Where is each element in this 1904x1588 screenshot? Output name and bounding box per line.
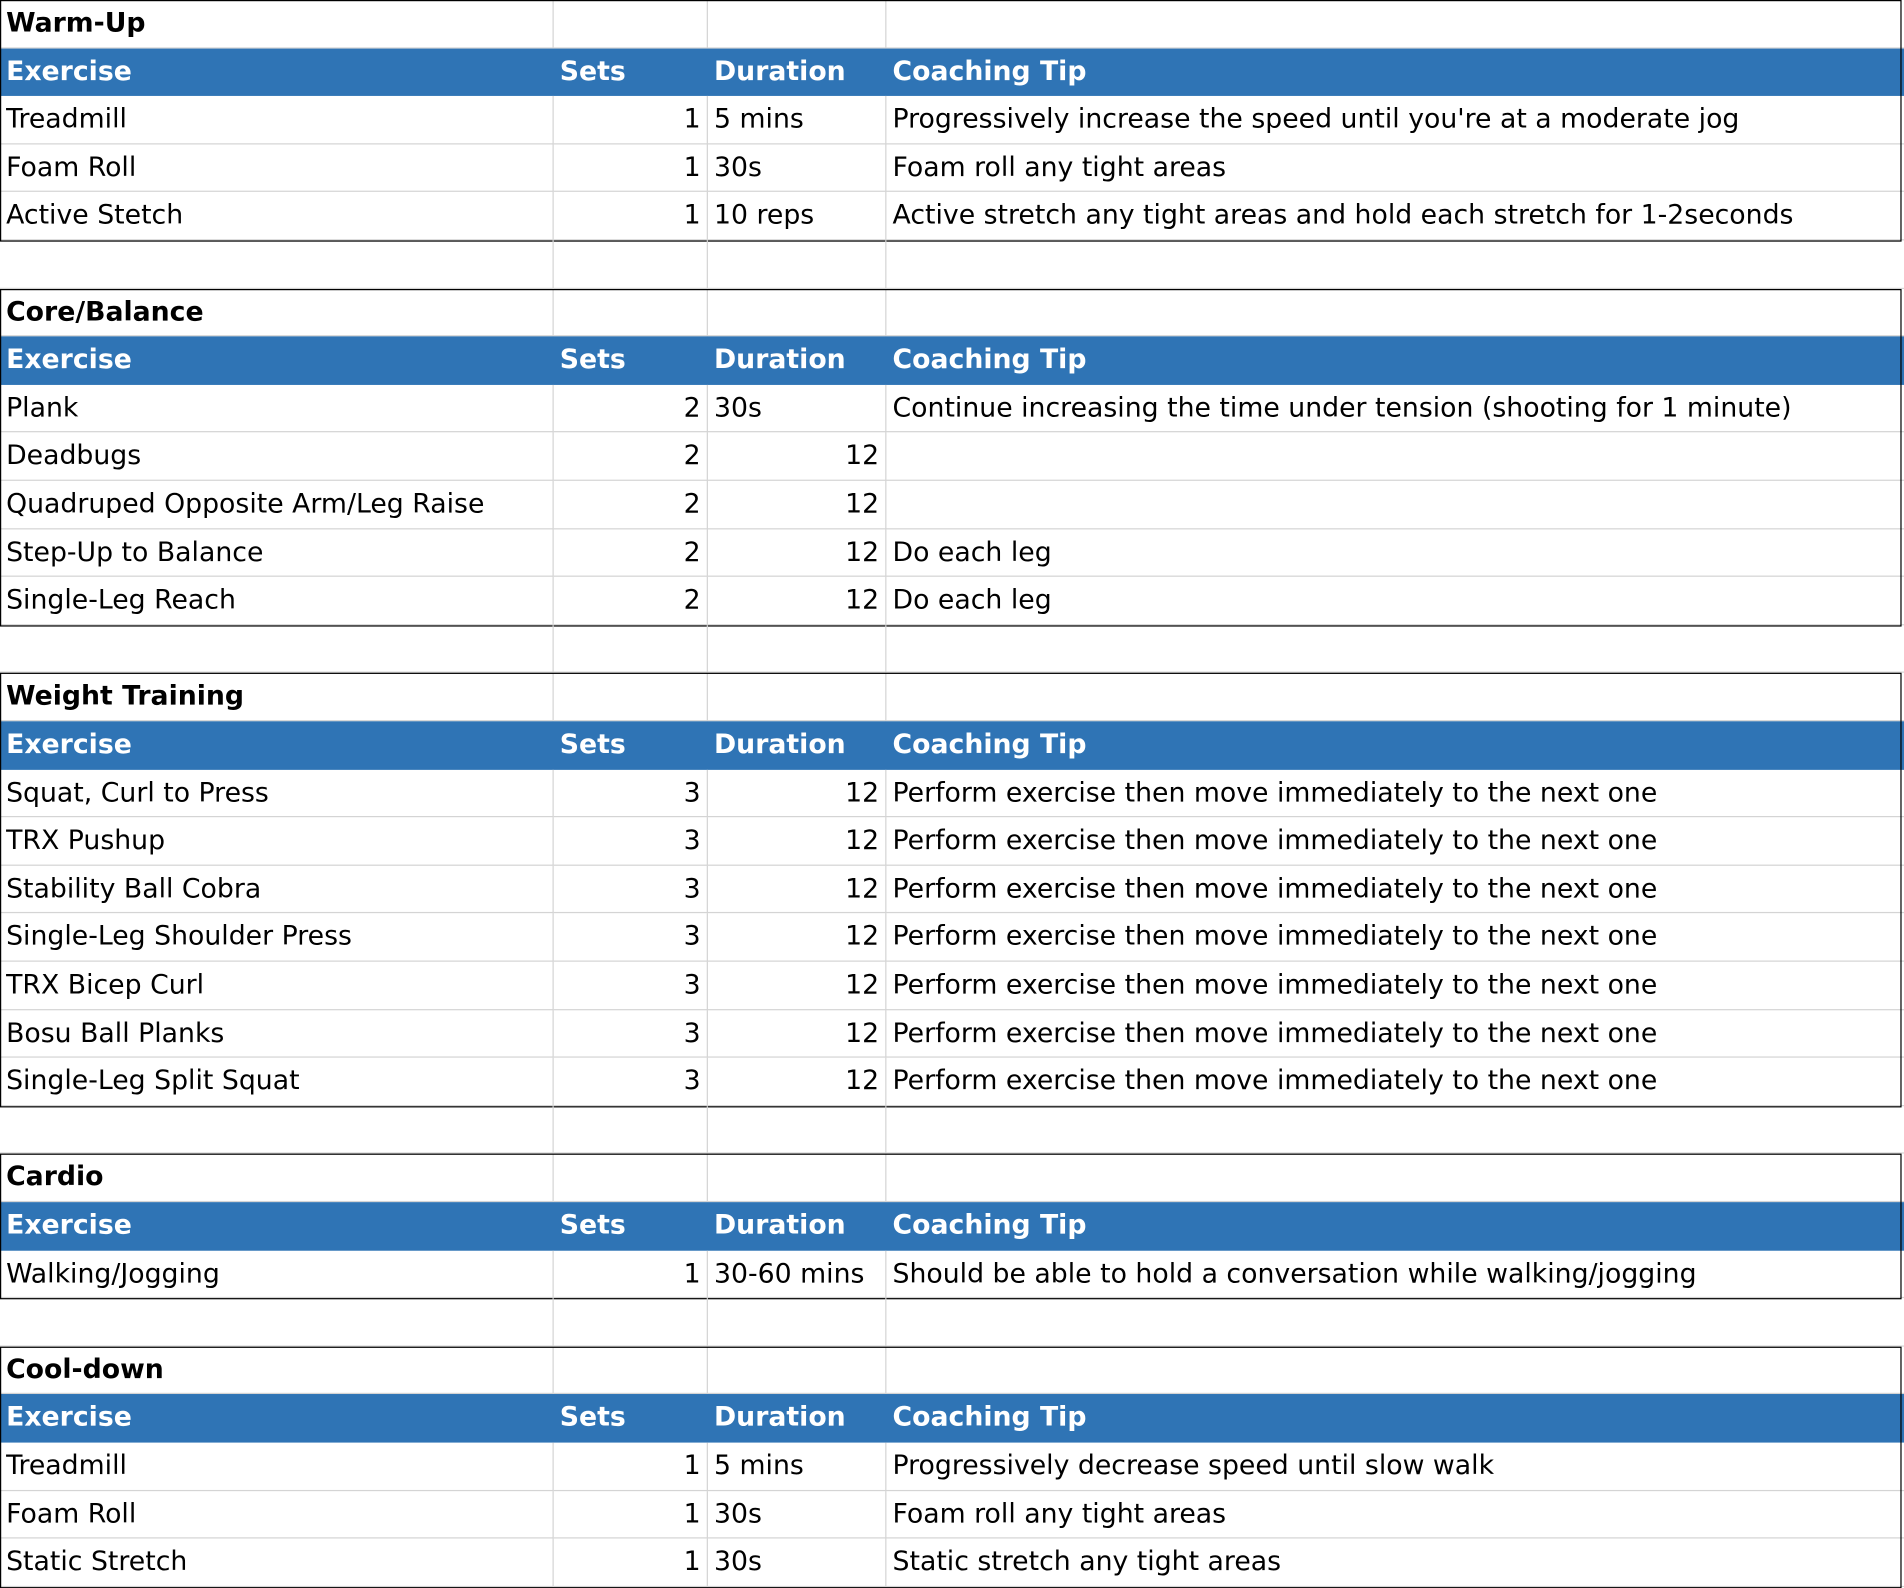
- header-coaching-tip[interactable]: Coaching Tip: [892, 1402, 1087, 1434]
- empty-cell[interactable]: [708, 1106, 887, 1154]
- coaching-tip-cell[interactable]: Perform exercise then move immediately to the next one: [886, 962, 1904, 1010]
- coaching-tip-cell[interactable]: Perform exercise then move immediately to the next one: [886, 769, 1904, 817]
- empty-cell[interactable]: [554, 673, 708, 721]
- duration-cell[interactable]: 30-60 mins: [708, 1250, 887, 1298]
- exercise-cell[interactable]: Squat, Curl to Press: [0, 769, 554, 817]
- coaching-tip-cell[interactable]: Continue increasing the time under tension (shooting for 1 minute): [886, 385, 1904, 433]
- empty-cell[interactable]: [0, 240, 554, 288]
- empty-cell[interactable]: [886, 673, 1904, 721]
- table-row: [0, 481, 1904, 529]
- header-exercise[interactable]: Exercise: [6, 729, 132, 761]
- table-row: [0, 1539, 1904, 1587]
- table-row: [0, 1491, 1904, 1539]
- sets-cell[interactable]: 3: [554, 769, 708, 817]
- exercise-cell[interactable]: Static Stretch: [0, 1539, 554, 1587]
- sets-cell[interactable]: 3: [554, 866, 708, 914]
- empty-cell[interactable]: [886, 625, 1904, 673]
- header-exercise[interactable]: Exercise: [6, 56, 132, 87]
- empty-cell[interactable]: [0, 1298, 554, 1346]
- table-row: [0, 192, 1904, 240]
- coaching-tip-cell[interactable]: Progressively decrease speed until slow walk: [886, 1443, 1904, 1491]
- sets-cell[interactable]: 3: [554, 1010, 708, 1058]
- sets-cell[interactable]: 2: [554, 529, 708, 577]
- column-header-row: [0, 1202, 1904, 1250]
- table-row: [0, 866, 1904, 914]
- coaching-tip-cell[interactable]: Active stretch any tight areas and hold each stretch for 1-2seconds: [886, 192, 1904, 240]
- header-coaching-tip[interactable]: Coaching Tip: [892, 56, 1087, 87]
- table-row: [0, 1058, 1904, 1106]
- empty-cell[interactable]: [554, 1154, 708, 1202]
- empty-cell[interactable]: [554, 625, 708, 673]
- blank-row: [0, 625, 1904, 673]
- sets-cell[interactable]: 2: [554, 433, 708, 481]
- exercise-cell[interactable]: Treadmill: [0, 1443, 554, 1491]
- coaching-tip-cell[interactable]: Do each leg: [886, 529, 1904, 577]
- empty-cell[interactable]: [0, 625, 554, 673]
- section-title[interactable]: Core/Balance: [0, 289, 554, 337]
- blank-row: [0, 240, 1904, 288]
- coaching-tip-cell[interactable]: Do each leg: [886, 577, 1904, 625]
- column-header-row: [0, 1394, 1904, 1442]
- empty-cell[interactable]: [886, 289, 1904, 337]
- header-sets[interactable]: Sets: [559, 1402, 626, 1434]
- coaching-tip-cell[interactable]: Perform exercise then move immediately to the next one: [886, 1058, 1904, 1106]
- table-row: [0, 1010, 1904, 1058]
- section-title[interactable]: Weight Training: [0, 673, 554, 721]
- coaching-tip-cell[interactable]: Progressively increase the speed until you're at a moderate jog: [886, 96, 1904, 144]
- empty-cell[interactable]: [554, 1298, 708, 1346]
- header-exercise[interactable]: Exercise: [6, 1210, 132, 1242]
- sets-cell[interactable]: 3: [554, 1058, 708, 1106]
- sets-cell[interactable]: 1: [554, 1539, 708, 1587]
- section-title-row: [0, 1346, 1904, 1394]
- column-header-row: [0, 337, 1904, 385]
- coaching-tip-cell[interactable]: [886, 433, 1904, 481]
- duration-cell[interactable]: 30s: [708, 144, 887, 192]
- sets-cell[interactable]: 1: [554, 1491, 708, 1539]
- section-title[interactable]: Cool-down: [0, 1346, 554, 1394]
- sets-cell[interactable]: 3: [554, 914, 708, 962]
- exercise-cell[interactable]: Stability Ball Cobra: [0, 866, 554, 914]
- table-row: [0, 914, 1904, 962]
- header-duration[interactable]: Duration: [714, 1210, 846, 1242]
- exercise-cell[interactable]: Foam Roll: [0, 1491, 554, 1539]
- header-sets[interactable]: Sets: [559, 56, 626, 87]
- coaching-tip-cell[interactable]: [886, 481, 1904, 529]
- coaching-tip-cell[interactable]: Foam roll any tight areas: [886, 144, 1904, 192]
- sets-cell[interactable]: 1: [554, 192, 708, 240]
- empty-cell[interactable]: [708, 1346, 887, 1394]
- empty-cell[interactable]: [554, 289, 708, 337]
- empty-cell[interactable]: [886, 1106, 1904, 1154]
- table-row: [0, 1443, 1904, 1491]
- exercise-cell[interactable]: Plank: [0, 385, 554, 433]
- duration-cell[interactable]: 12: [708, 769, 887, 817]
- coaching-tip-cell[interactable]: Static stretch any tight areas: [886, 1539, 1904, 1587]
- header-sets[interactable]: Sets: [559, 729, 626, 761]
- table-row: [0, 1250, 1904, 1298]
- empty-cell[interactable]: [886, 240, 1904, 288]
- coaching-tip-cell[interactable]: Perform exercise then move immediately to the next one: [886, 914, 1904, 962]
- duration-cell[interactable]: 12: [708, 529, 887, 577]
- header-duration[interactable]: Duration: [714, 56, 846, 87]
- table-row: [0, 144, 1904, 192]
- header-sets[interactable]: Sets: [559, 1210, 626, 1242]
- empty-cell[interactable]: [886, 0, 1904, 48]
- table-row: [0, 385, 1904, 433]
- duration-cell[interactable]: 12: [708, 577, 887, 625]
- table-row: [0, 769, 1904, 817]
- empty-cell[interactable]: [554, 0, 708, 48]
- empty-cell[interactable]: [0, 1106, 554, 1154]
- duration-cell[interactable]: 12: [708, 433, 887, 481]
- empty-cell[interactable]: [554, 240, 708, 288]
- sets-cell[interactable]: 1: [554, 96, 708, 144]
- sets-cell[interactable]: 1: [554, 144, 708, 192]
- exercise-cell[interactable]: Active Stetch: [0, 192, 554, 240]
- coaching-tip-cell[interactable]: Perform exercise then move immediately to the next one: [886, 817, 1904, 865]
- duration-cell[interactable]: 12: [708, 817, 887, 865]
- empty-cell[interactable]: [708, 289, 887, 337]
- duration-cell[interactable]: 12: [708, 914, 887, 962]
- duration-cell[interactable]: 12: [708, 481, 887, 529]
- exercise-cell[interactable]: Walking/Jogging: [0, 1250, 554, 1298]
- exercise-cell[interactable]: Foam Roll: [0, 144, 554, 192]
- section-title[interactable]: Cardio: [0, 1154, 554, 1202]
- header-duration[interactable]: Duration: [714, 1402, 846, 1434]
- sets-cell[interactable]: 1: [554, 1443, 708, 1491]
- duration-cell[interactable]: 5 mins: [708, 96, 887, 144]
- exercise-cell[interactable]: TRX Bicep Curl: [0, 962, 554, 1010]
- empty-cell[interactable]: [708, 0, 887, 48]
- sets-cell[interactable]: 3: [554, 817, 708, 865]
- duration-cell[interactable]: 10 reps: [708, 192, 887, 240]
- exercise-cell[interactable]: Quadruped Opposite Arm/Leg Raise: [0, 481, 554, 529]
- sets-cell[interactable]: 2: [554, 577, 708, 625]
- duration-cell[interactable]: 12: [708, 962, 887, 1010]
- sets-cell[interactable]: 3: [554, 962, 708, 1010]
- empty-cell[interactable]: [886, 1154, 1904, 1202]
- duration-cell[interactable]: 30s: [708, 385, 887, 433]
- empty-cell[interactable]: [886, 1346, 1904, 1394]
- empty-cell[interactable]: [708, 1154, 887, 1202]
- header-sets[interactable]: Sets: [559, 345, 626, 376]
- exercise-cell[interactable]: Step-Up to Balance: [0, 529, 554, 577]
- section-title-row: [0, 1154, 1904, 1202]
- coaching-tip-cell[interactable]: Perform exercise then move immediately to the next one: [886, 1010, 1904, 1058]
- coaching-tip-cell[interactable]: Perform exercise then move immediately to the next one: [886, 866, 1904, 914]
- exercise-cell[interactable]: Single-Leg Shoulder Press: [0, 914, 554, 962]
- table-row: [0, 577, 1904, 625]
- section-title-row: [0, 673, 1904, 721]
- table-row: [0, 962, 1904, 1010]
- header-coaching-tip[interactable]: Coaching Tip: [892, 729, 1087, 761]
- section-title-row: [0, 289, 1904, 337]
- sets-cell[interactable]: 2: [554, 385, 708, 433]
- table-row: [0, 433, 1904, 481]
- empty-cell[interactable]: [708, 673, 887, 721]
- duration-cell[interactable]: 30s: [708, 1539, 887, 1587]
- sets-cell[interactable]: 1: [554, 1250, 708, 1298]
- section-title-row: [0, 0, 1904, 48]
- duration-cell[interactable]: 12: [708, 866, 887, 914]
- header-exercise[interactable]: Exercise: [6, 1402, 132, 1434]
- empty-cell[interactable]: [708, 625, 887, 673]
- header-duration[interactable]: Duration: [714, 729, 846, 761]
- empty-cell[interactable]: [708, 1298, 887, 1346]
- duration-cell[interactable]: 5 mins: [708, 1443, 887, 1491]
- duration-cell[interactable]: 12: [708, 1058, 887, 1106]
- table-row: [0, 817, 1904, 865]
- blank-row: [0, 1106, 1904, 1154]
- header-duration[interactable]: Duration: [714, 345, 846, 376]
- coaching-tip-cell[interactable]: Should be able to hold a conversation while walking/jogging: [886, 1250, 1904, 1298]
- exercise-cell[interactable]: Bosu Ball Planks: [0, 1010, 554, 1058]
- sets-cell[interactable]: 2: [554, 481, 708, 529]
- empty-cell[interactable]: [886, 1298, 1904, 1346]
- column-header-row: [0, 48, 1904, 96]
- empty-cell[interactable]: [554, 1106, 708, 1154]
- blank-row: [0, 1298, 1904, 1346]
- table-row: [0, 529, 1904, 577]
- empty-cell[interactable]: [554, 1346, 708, 1394]
- empty-cell[interactable]: [708, 240, 887, 288]
- header-exercise[interactable]: Exercise: [6, 345, 132, 376]
- table-row: [0, 96, 1904, 144]
- exercise-cell[interactable]: Single-Leg Split Squat: [0, 1058, 554, 1106]
- section-title[interactable]: Warm-Up: [0, 0, 554, 48]
- duration-cell[interactable]: 12: [708, 1010, 887, 1058]
- exercise-cell[interactable]: Treadmill: [0, 96, 554, 144]
- column-header-row: [0, 721, 1904, 769]
- exercise-cell[interactable]: Deadbugs: [0, 433, 554, 481]
- exercise-cell[interactable]: TRX Pushup: [0, 817, 554, 865]
- header-coaching-tip[interactable]: Coaching Tip: [892, 1210, 1087, 1242]
- coaching-tip-cell[interactable]: Foam roll any tight areas: [886, 1491, 1904, 1539]
- header-coaching-tip[interactable]: Coaching Tip: [892, 345, 1087, 376]
- duration-cell[interactable]: 30s: [708, 1491, 887, 1539]
- exercise-cell[interactable]: Single-Leg Reach: [0, 577, 554, 625]
